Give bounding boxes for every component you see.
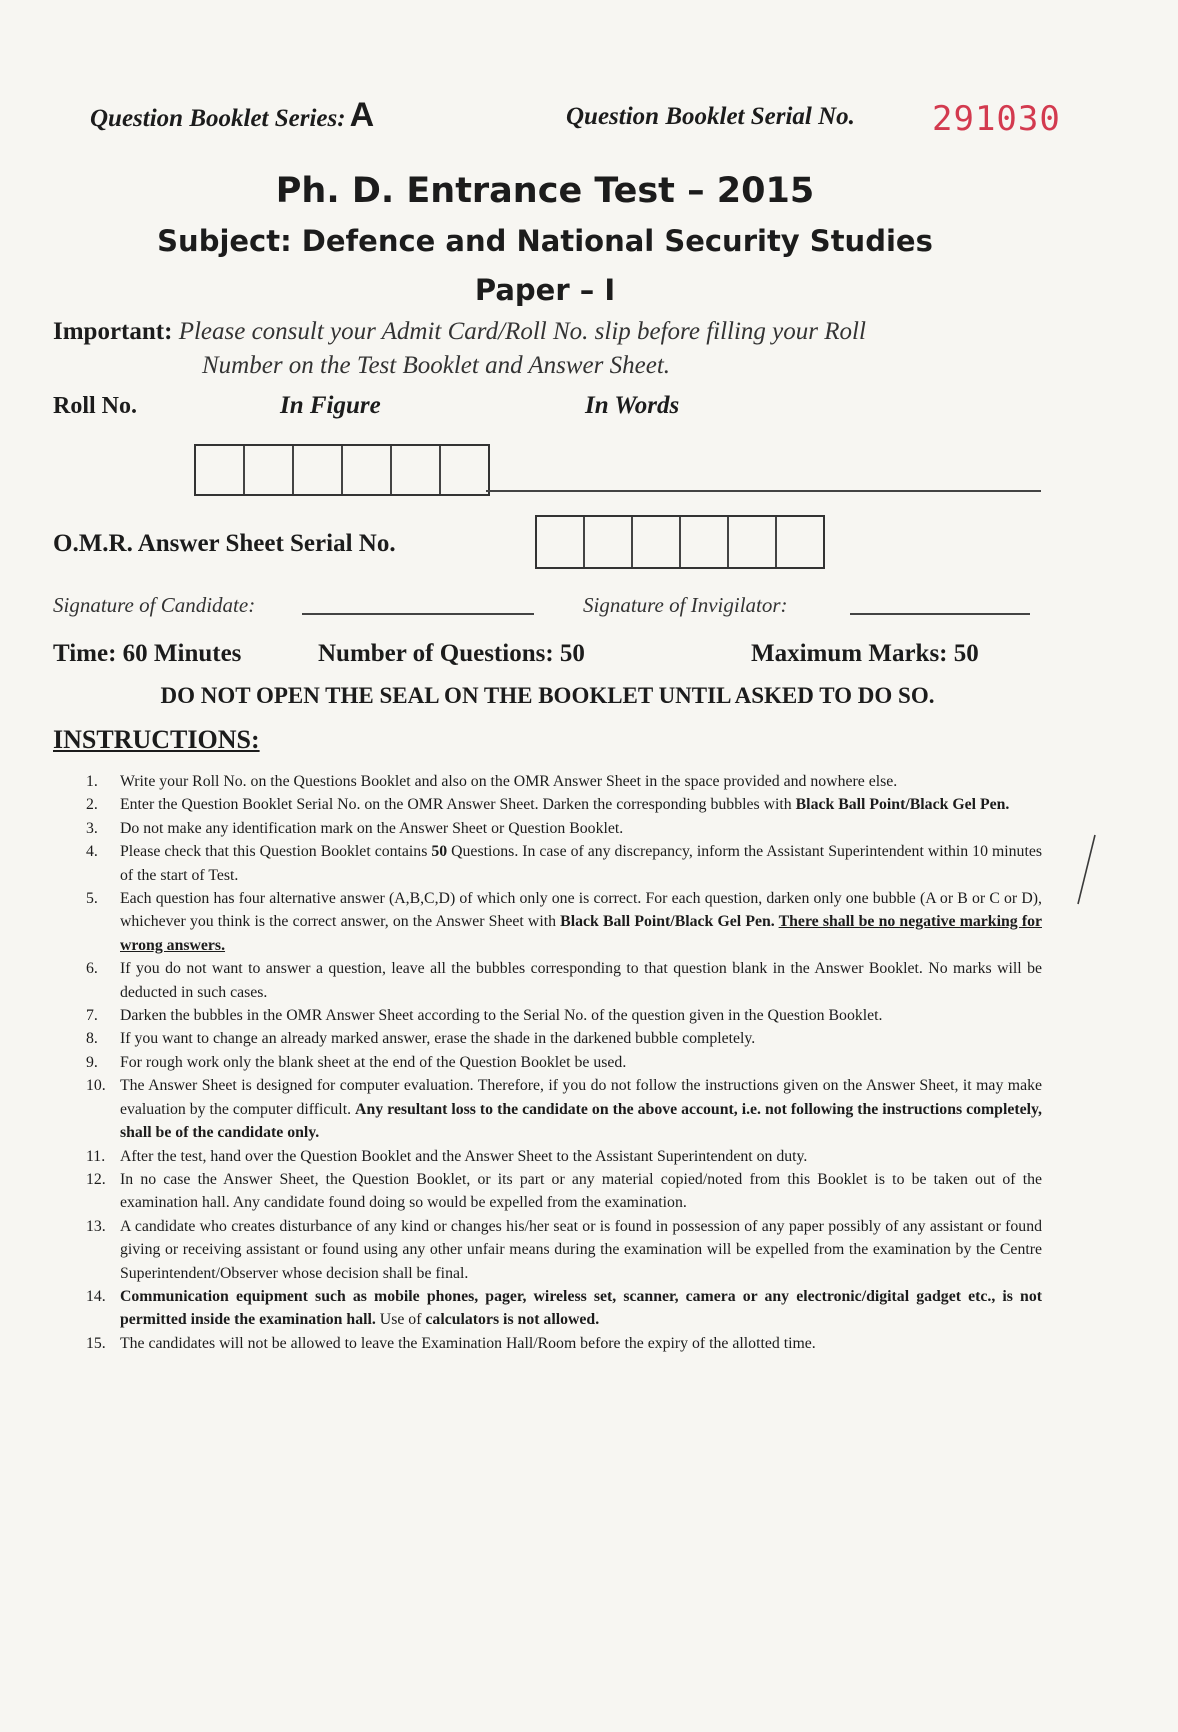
invigilator-signature-label: Signature of Invigilator: xyxy=(583,593,788,617)
instruction-number: 3. xyxy=(86,819,98,837)
omr-serial-digit-box[interactable] xyxy=(777,517,823,567)
omr-serial-digit-box[interactable] xyxy=(537,517,585,567)
instruction-item xyxy=(86,840,1042,887)
booklet-series-label: Question Booklet Series: xyxy=(90,105,346,132)
instruction-text-part: Use of xyxy=(379,1311,426,1329)
important-label: Important: xyxy=(53,318,173,345)
instruction-text xyxy=(120,840,1042,887)
instruction-text-part: A candidate who creates disturbance of any kind or changes his/her seat or is found in possession of any paper possibly of any assistant or found giving or receiving assistant or found using any other unfair means during the examination will be expelled from the examination by the Centre Superintendent/Observer whose decision shall be final. xyxy=(120,1217,1042,1282)
instruction-text-part: Please check that this Question Booklet contains xyxy=(120,843,432,861)
roll-no-digit-box[interactable] xyxy=(294,446,343,494)
instruction-item xyxy=(86,957,1042,1004)
subject-title: Subject: Defence and National Security Studies xyxy=(157,224,933,258)
omr-serial-label: O.M.R. Answer Sheet Serial No. xyxy=(53,530,396,557)
important-line-2: Number on the Test Booklet and Answer Sheet. xyxy=(202,352,671,379)
booklet-series xyxy=(90,96,374,135)
instruction-number: 10. xyxy=(86,1077,106,1095)
omr-serial-digit-box[interactable] xyxy=(729,517,777,567)
instructions-heading: INSTRUCTIONS: xyxy=(53,725,260,754)
question-count: Number of Questions: 50 xyxy=(318,640,585,667)
instruction-number: 8. xyxy=(86,1030,98,1048)
exam-title: Ph. D. Entrance Test – 2015 xyxy=(275,171,815,211)
candidate-signature-label: Signature of Candidate: xyxy=(53,593,256,617)
instruction-text xyxy=(120,1074,1042,1144)
instruction-text-part: Do not make any identification mark on the Answer Sheet or Question Booklet. xyxy=(120,819,624,837)
instruction-item xyxy=(86,1027,1042,1050)
roll-no-digit-box[interactable] xyxy=(392,446,441,494)
instruction-item xyxy=(86,1332,1042,1355)
instruction-number: 4. xyxy=(86,843,98,861)
instruction-number: 5. xyxy=(86,890,98,908)
instruction-text xyxy=(120,1027,1042,1050)
in-words-label: In Words xyxy=(585,392,680,419)
instruction-text-part: Any resultant loss to the candidate on the above account, i.e. not following the instructions completely, shall be of the candidate only. xyxy=(120,1100,1043,1142)
instruction-text-part: After the test, hand over the Question Booklet and the Answer Sheet to the Assistant Superintendent on duty. xyxy=(120,1147,808,1165)
instruction-number: 11. xyxy=(86,1147,106,1165)
instruction-text xyxy=(120,817,1042,840)
roll-no-digit-box[interactable] xyxy=(343,446,392,494)
instruction-number: 13. xyxy=(86,1217,106,1235)
instruction-item xyxy=(86,887,1042,957)
instruction-item xyxy=(86,1051,1042,1074)
instruction-item xyxy=(86,770,1042,793)
roll-no-label: Roll No. xyxy=(53,393,137,419)
instruction-text-part: Black Ball Point/Black Gel Pen. xyxy=(560,913,779,931)
instruction-text-part: For rough work only the blank sheet at the end of the Question Booklet be used. xyxy=(120,1053,627,1071)
instruction-text-part: In no case the Answer Sheet, the Question Booklet, or its part or any material copied/noted from this Booklet is to be taken out of the examination hall. Any candidate found doing so would be expelled from the examination. xyxy=(120,1170,1042,1212)
instruction-text xyxy=(120,1145,1042,1168)
booklet-series-value: A xyxy=(349,96,375,134)
instruction-text-part: Questions. In case of any discrepancy, inform the Assistant Superintendent within 10 minutes of the start of Test. xyxy=(120,843,1042,884)
instruction-item xyxy=(86,1145,1042,1168)
roll-no-digit-box[interactable] xyxy=(441,446,488,494)
instruction-number: 1. xyxy=(86,773,98,790)
instruction-item xyxy=(86,793,1042,816)
omr-serial-boxes[interactable] xyxy=(535,515,825,569)
instruction-text-part: There shall be no negative marking for wrong answers. xyxy=(120,913,1042,954)
instruction-text-part: If you do not want to answer a question, leave all the bubbles corresponding to that question blank in the Answer Booklet. No marks will be deducted in such cases. xyxy=(120,960,1042,1001)
instruction-text-part: 50 xyxy=(431,843,448,861)
booklet-serial-number: 291030 xyxy=(932,99,1061,139)
instruction-number: 15. xyxy=(86,1334,106,1352)
instructions-list xyxy=(86,770,1042,1355)
instruction-item xyxy=(86,1215,1042,1285)
instruction-text-part: The Answer Sheet is designed for computer evaluation. Therefore, if you do not follow the instructions given on the Answer Sheet, it may make evaluation by the computer difficult. xyxy=(120,1077,1042,1118)
paper-title: Paper – I xyxy=(474,273,616,307)
roll-no-digit-box[interactable] xyxy=(245,446,294,494)
instruction-item xyxy=(86,1285,1042,1332)
seal-notice: DO NOT OPEN THE SEAL ON THE BOOKLET UNTIL ASKED TO DO SO. xyxy=(160,683,935,708)
maximum-marks: Maximum Marks: 50 xyxy=(751,640,979,667)
instruction-text xyxy=(120,1004,1042,1027)
omr-serial-digit-box[interactable] xyxy=(585,517,633,567)
instruction-number: 2. xyxy=(86,796,98,814)
roll-no-digit-box[interactable] xyxy=(196,446,245,494)
roll-no-boxes[interactable] xyxy=(194,444,490,496)
booklet-serial-label: Question Booklet Serial No. xyxy=(566,103,855,130)
instruction-number: 9. xyxy=(86,1053,98,1071)
instruction-text-part: Darken the bubbles in the OMR Answer Sheet according to the Serial No. of the question given in the Question Booklet. xyxy=(120,1007,883,1025)
instruction-number: 7. xyxy=(86,1007,98,1025)
instruction-text-part: Write your Roll No. on the Questions Booklet and also on the OMR Answer Sheet in the space provided and nowhere else. xyxy=(120,773,898,790)
instruction-text xyxy=(120,887,1042,957)
instruction-text xyxy=(120,1285,1042,1332)
important-note xyxy=(53,313,866,351)
instruction-item xyxy=(86,1074,1042,1144)
instruction-text-part: Black Ball Point/Black Gel Pen. xyxy=(795,796,1010,814)
instruction-text xyxy=(120,770,1042,793)
instruction-text-part: calculators is not allowed. xyxy=(425,1311,600,1329)
invigilator-signature-line[interactable] xyxy=(850,613,1030,615)
pen-stroke-mark xyxy=(1074,832,1098,908)
instruction-text xyxy=(120,793,1042,816)
omr-serial-digit-box[interactable] xyxy=(681,517,729,567)
instruction-text-part: If you want to change an already marked answer, erase the shade in the darkened bubble completely. xyxy=(120,1030,756,1048)
roll-in-words-line[interactable] xyxy=(486,490,1041,492)
instruction-text xyxy=(120,1051,1042,1074)
instruction-number: 6. xyxy=(86,960,98,978)
instruction-text xyxy=(120,1332,1042,1355)
instruction-item xyxy=(86,1168,1042,1215)
instruction-text xyxy=(120,1215,1042,1285)
instruction-text-part: Enter the Question Booklet Serial No. on the OMR Answer Sheet. Darken the corresponding bubbles with xyxy=(120,796,796,814)
instruction-text xyxy=(120,957,1042,1004)
instruction-text-part: The candidates will not be allowed to leave the Examination Hall/Room before the expiry of the allotted time. xyxy=(120,1334,816,1352)
instruction-item xyxy=(86,1004,1042,1027)
instruction-number: 14. xyxy=(86,1287,106,1305)
omr-serial-digit-box[interactable] xyxy=(633,517,681,567)
instruction-text xyxy=(120,1168,1042,1215)
time-limit: Time: 60 Minutes xyxy=(53,640,242,667)
in-figure-label: In Figure xyxy=(280,392,381,419)
candidate-signature-line[interactable] xyxy=(302,613,534,615)
instruction-text-part: Communication equipment such as mobile phones, pager, wireless set, scanner, camera or any electronic/digital gadget etc., is not permitted inside the examination hall. xyxy=(120,1287,1042,1329)
important-line-1: Please consult your Admit Card/Roll No. slip before filling your Roll xyxy=(178,318,866,345)
instruction-text-part: Each question has four alternative answer (A,B,C,D) of which only one is correct. For each question, darken only one bubble (A or B or C or D), whichever you think is the correct answer, on the Answer Sheet with xyxy=(120,890,1042,931)
instruction-item xyxy=(86,817,1042,840)
instruction-number: 12. xyxy=(86,1170,106,1188)
